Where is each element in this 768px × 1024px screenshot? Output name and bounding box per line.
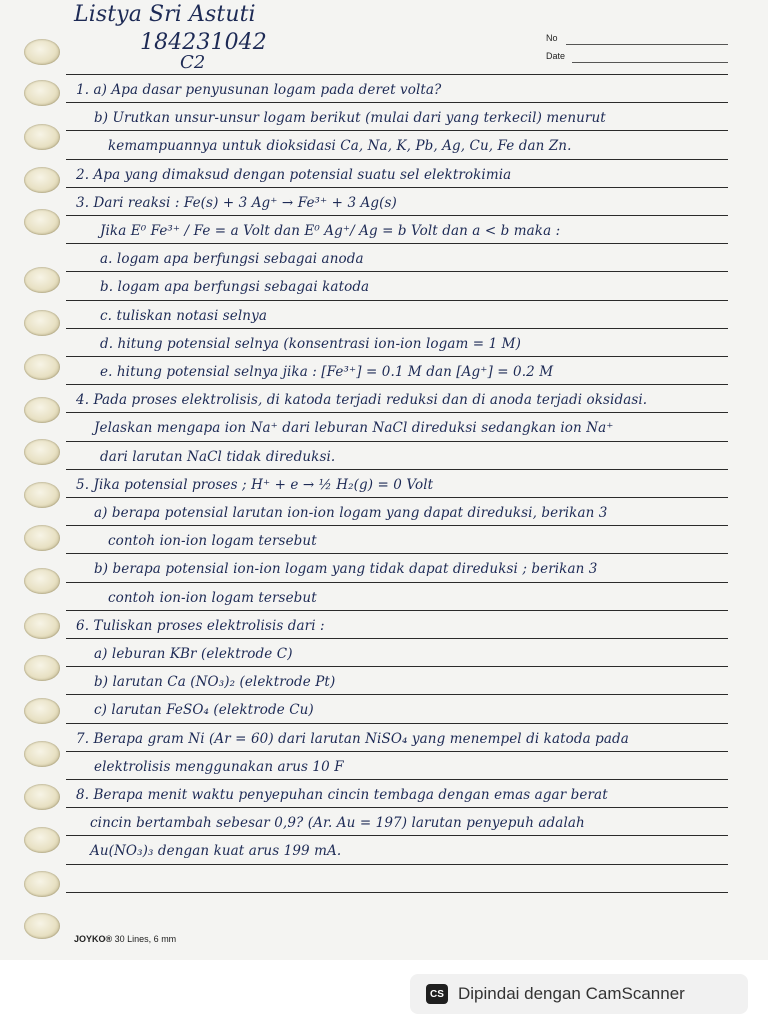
binder-hole bbox=[24, 310, 60, 336]
ruled-line bbox=[66, 74, 728, 75]
ruled-line bbox=[66, 525, 728, 526]
binder-hole bbox=[24, 784, 60, 810]
binder-hole bbox=[24, 80, 60, 106]
ruled-line bbox=[66, 243, 728, 244]
ruled-line bbox=[66, 582, 728, 583]
binder-hole bbox=[24, 39, 60, 65]
binder-hole bbox=[24, 124, 60, 150]
binder-hole bbox=[24, 871, 60, 897]
binder-hole bbox=[24, 741, 60, 767]
question-line: contoh ion-ion logam tersebut bbox=[108, 533, 317, 550]
question-line: b) larutan Ca (NO₃)₂ (elektrode Pt) bbox=[94, 674, 336, 691]
ruled-line bbox=[66, 723, 728, 724]
ruled-line bbox=[66, 441, 728, 442]
ruled-line bbox=[66, 892, 728, 893]
ruled-line bbox=[66, 666, 728, 667]
question-line: Jelaskan mengapa ion Na⁺ dari leburan NaCl direduksi sedangkan ion Na⁺ bbox=[94, 420, 614, 437]
brand-spec: 30 Lines, 6 mm bbox=[114, 934, 177, 944]
binder-hole bbox=[24, 613, 60, 639]
binder-hole bbox=[24, 827, 60, 853]
binder-hole bbox=[24, 482, 60, 508]
ruled-line bbox=[66, 102, 728, 103]
question-line: c. tuliskan notasi selnya bbox=[100, 307, 267, 324]
ruled-line bbox=[66, 215, 728, 216]
question-line: a) leburan KBr (elektrode C) bbox=[94, 646, 293, 662]
binder-hole bbox=[24, 913, 60, 939]
question-line: 4. Pada proses elektrolisis, di katoda terjadi reduksi dan di anoda terjadi oksidasi. bbox=[76, 392, 648, 409]
question-line: cincin bertambah sebesar 0,9? (Ar. Au = 197) larutan penyepuh adalah bbox=[90, 815, 585, 832]
ruled-line bbox=[66, 130, 728, 131]
ruled-line bbox=[66, 835, 728, 836]
ruled-line bbox=[66, 469, 728, 470]
brand-name: JOYKO® bbox=[74, 934, 113, 944]
ruled-line bbox=[66, 328, 728, 329]
student-id: 184231042 bbox=[140, 30, 267, 55]
binder-hole bbox=[24, 698, 60, 724]
ruled-line bbox=[66, 159, 728, 160]
binder-hole bbox=[24, 397, 60, 423]
ruled-line bbox=[66, 864, 728, 865]
ruled-line bbox=[66, 807, 728, 808]
ruled-line bbox=[66, 356, 728, 357]
binder-hole bbox=[24, 209, 60, 235]
question-line: 2. Apa yang dimaksud dengan potensial suatu sel elektrokimia bbox=[76, 166, 512, 183]
question-line: e. hitung potensial selnya jika : [Fe³⁺] = 0.1 M dan [Ag⁺] = 0.2 M bbox=[100, 364, 554, 380]
no-line bbox=[566, 44, 728, 45]
binder-hole bbox=[24, 354, 60, 380]
ruled-line bbox=[66, 751, 728, 752]
student-name: Listya Sri Astuti bbox=[74, 2, 256, 27]
class-code: C2 bbox=[180, 52, 206, 73]
ruled-line bbox=[66, 497, 728, 498]
question-line: dari larutan NaCl tidak direduksi. bbox=[100, 448, 336, 465]
binder-hole bbox=[24, 439, 60, 465]
binder-hole bbox=[24, 655, 60, 681]
question-line: 5. Jika potensial proses ; H⁺ + e → ½ H₂(g) = 0 Volt bbox=[76, 476, 434, 493]
no-label: No bbox=[546, 33, 558, 43]
question-line: Jika E⁰ Fe³⁺ / Fe = a Volt dan E⁰ Ag⁺/ Ag = b Volt dan a < b maka : bbox=[100, 223, 561, 239]
binder-hole bbox=[24, 568, 60, 594]
question-line: b) berapa potensial ion-ion logam yang tidak dapat direduksi ; berikan 3 bbox=[94, 561, 598, 578]
binder-hole bbox=[24, 267, 60, 293]
question-line: a) berapa potensial larutan ion-ion logam yang dapat direduksi, berikan 3 bbox=[94, 505, 608, 521]
binder-hole bbox=[24, 167, 60, 193]
question-line: 1. a) Apa dasar penyusunan logam pada deret volta? bbox=[76, 82, 442, 98]
question-line: 6. Tuliskan proses elektrolisis dari : bbox=[76, 617, 325, 634]
question-line: kemampuannya untuk dioksidasi Ca, Na, K, Pb, Ag, Cu, Fe dan Zn. bbox=[108, 138, 572, 155]
question-line: a. logam apa berfungsi sebagai anoda bbox=[100, 251, 364, 268]
ruled-line bbox=[66, 384, 728, 385]
question-line: 7. Berapa gram Ni (Ar = 60) dari larutan NiSO₄ yang menempel di katoda pada bbox=[76, 730, 629, 747]
ruled-line bbox=[66, 187, 728, 188]
camscanner-logo-icon: CS bbox=[426, 984, 448, 1004]
ruled-line bbox=[66, 553, 728, 554]
ruled-line bbox=[66, 638, 728, 639]
ruled-line bbox=[66, 300, 728, 301]
notebook-brand bbox=[74, 934, 176, 944]
question-line: d. hitung potensial selnya (konsentrasi ion-ion logam = 1 M) bbox=[100, 335, 521, 352]
date-label: Date bbox=[546, 51, 566, 61]
camscanner-text: Dipindai dengan CamScanner bbox=[458, 984, 685, 1003]
binder-hole bbox=[24, 525, 60, 551]
ruled-line bbox=[66, 271, 728, 272]
ruled-line bbox=[66, 694, 728, 695]
question-line: Au(NO₃)₃ dengan kuat arus 199 mA. bbox=[90, 843, 342, 860]
question-line: b. logam apa berfungsi sebagai katoda bbox=[100, 279, 370, 296]
ruled-line bbox=[66, 412, 728, 413]
ruled-line bbox=[66, 610, 728, 611]
question-line: elektrolisis menggunakan arus 10 F bbox=[94, 758, 344, 775]
question-line: 3. Dari reaksi : Fe(s) + 3 Ag⁺ → Fe³⁺ + 3 Ag(s) bbox=[76, 194, 397, 211]
question-line: 8. Berapa menit waktu penyepuhan cincin tembaga dengan emas agar berat bbox=[76, 787, 608, 803]
question-line: b) Urutkan unsur-unsur logam berikut (mulai dari yang terkecil) menurut bbox=[94, 110, 606, 127]
question-line: c) larutan FeSO₄ (elektrode Cu) bbox=[94, 702, 314, 719]
ruled-line bbox=[66, 779, 728, 780]
camscanner-watermark bbox=[410, 974, 748, 1014]
date-line bbox=[572, 62, 728, 63]
question-line: contoh ion-ion logam tersebut bbox=[108, 589, 317, 606]
